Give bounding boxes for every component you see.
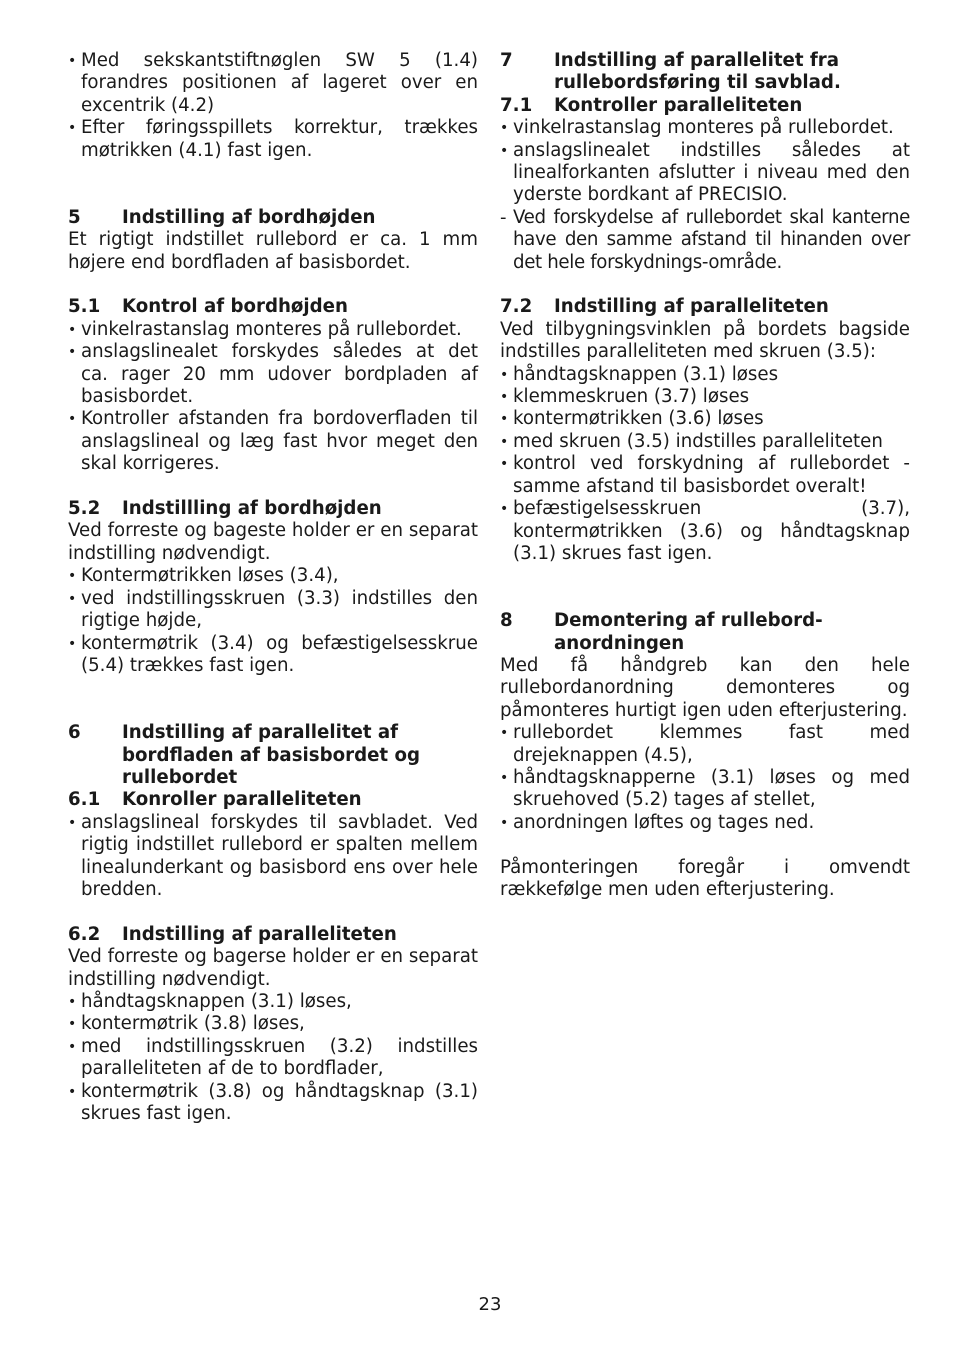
list-item: • kontrol ved forskydning af rullebordet - samme afstand til basisbordet overalt!	[500, 453, 910, 497]
bullet-icon: •	[68, 635, 77, 652]
section-5-2-list	[68, 565, 478, 677]
list-item: • håndtagsknapperne (3.1) løses og med skruehoved (5.2) tages af stellet,	[500, 766, 910, 811]
bullet-icon: •	[500, 366, 509, 383]
list-item: • ved indstillingsskruen (3.3) indstilles den rigtige højde,	[68, 587, 478, 632]
section-5-text: Et rigtigt indstillet rullebord er ca. 1 mm højere end bordfladen af basisbordet.	[68, 229, 478, 273]
bullet-icon: •	[68, 53, 77, 69]
list-item: • Efter føringsspillets korrektur, trækkes møtrikken (4.1) fast igen.	[68, 117, 478, 161]
section-8-list	[500, 722, 910, 834]
section-6-2-list	[68, 991, 478, 1125]
bullet-icon: •	[500, 411, 509, 428]
bullet-icon: •	[68, 344, 77, 361]
bullet-icon: •	[500, 120, 509, 137]
list-item: • kontermøtrik (3.8) og håndtagsknap (3.1) skrues fast igen.	[68, 1080, 478, 1125]
bullet-icon: •	[500, 142, 509, 159]
section-heading-5-1: 5.1 Kontrol af bordhøjden	[68, 296, 348, 318]
bullet-icon: •	[68, 321, 77, 338]
bullet-icon: •	[68, 1083, 77, 1100]
intro-list	[68, 50, 478, 162]
list-item: • kontermøtrik (3.4) og befæstigelsesskrue (5.4) trækkes fast igen.	[68, 632, 478, 676]
section-heading-6-2: 6.2 Indstilling af paralleliteten	[68, 923, 397, 945]
list-item: • håndtagsknappen (3.1) løses	[500, 363, 779, 385]
bullet-icon: •	[68, 411, 77, 428]
bullet-icon: •	[68, 814, 77, 831]
list-item: • vinkelrastanslag monteres på rullebordet.	[500, 117, 894, 139]
section-6-1-list	[68, 812, 478, 902]
bullet-icon: •	[500, 456, 509, 473]
section-heading-6-1: 6.1 Konroller paralleliteten	[68, 789, 362, 811]
list-item: • Kontermøtrikken løses (3.4),	[68, 565, 339, 587]
section-heading-7-2: 7.2 Indstilling af paralleliteten	[500, 296, 829, 318]
list-item: • med indstillingsskruen (3.2) indstilles paralleliteten af de to bordflader,	[68, 1035, 478, 1080]
list-item: • kontermøtrik (3.8) løses,	[68, 1013, 305, 1035]
dash-icon: -	[500, 206, 507, 228]
section-5-2-text: Ved forreste og bageste holder er en separat indstilling nødvendigt.	[68, 520, 478, 564]
right-column	[500, 50, 910, 901]
section-8-closing: Påmonteringen foregår i omvendt rækkefølge men uden efterjustering.	[500, 856, 910, 900]
list-item: • anslagslinealet indstilles således at linealforkanten afslutter i niveau med den yderste bordkant af PRECISIO.	[500, 139, 910, 206]
section-heading-5-2: 5.2 Indstillling af bordhøjden	[68, 498, 382, 520]
bullet-icon: •	[500, 814, 509, 831]
bullet-icon: •	[500, 433, 509, 450]
list-item: • anslagslinealet forskydes således at det ca. rager 20 mm udover bordpladen af basisbordet.	[68, 341, 478, 408]
bullet-icon: •	[68, 120, 77, 137]
list-item: • Med sekskantstiftnøglen SW 5 (1.4) forandres positionen af lageret over en excentrik (4.2)	[68, 50, 478, 116]
page-number: 23	[478, 1294, 502, 1315]
section-heading-8: 8 Demontering af rullebord-anordningen	[500, 610, 823, 654]
list-item: • anordningen løftes og tages ned.	[500, 811, 815, 833]
list-item: • Kontroller afstanden fra bordoverfladen til anslagslineal og læg fast hvor meget den skal korrigeres.	[68, 408, 478, 475]
bullet-icon: •	[68, 1038, 77, 1055]
bullet-icon: •	[68, 590, 77, 607]
section-7-1-list	[500, 117, 910, 274]
section-heading-5: 5 Indstilling af bordhøjden	[68, 206, 376, 228]
list-item: • klemmeskruen (3.7) løses	[500, 386, 750, 408]
list-item: • befæstigelsesskruen (3.7), kontermøtrikken (3.6) og håndtagsknap (3.1) skrues fast igen.	[500, 498, 910, 564]
section-8-text: Med få håndgreb kan den hele rullebordanordning demonteres og påmonteres hurtigt igen uden efterjustering.	[500, 654, 910, 721]
section-heading-7: 7 Indstilling af parallelitet fra rullebordsføring til savblad.	[500, 50, 841, 94]
section-7-2-text: Ved tilbygningsvinklen på bordets bagside indstilles paralleliteten med skruen (3.5):	[500, 318, 910, 363]
list-item: • rullebordet klemmes fast med drejeknappen (4.5),	[500, 722, 910, 766]
list-item: • vinkelrastanslag monteres på rullebordet.	[68, 318, 462, 340]
list-item: • håndtagsknappen (3.1) løses,	[68, 990, 352, 1012]
list-item: - Ved forskydelse af rullebordet skal kanterne have den samme afstand til hinanden over det hele forskydnings-område.	[500, 206, 910, 273]
left-column	[68, 50, 478, 1125]
bullet-icon: •	[68, 568, 77, 585]
section-7-2-list	[500, 364, 910, 566]
section-6-2-text: Ved forreste og bagerse holder er en separat indstilling nødvendigt.	[68, 946, 478, 990]
bullet-icon: •	[68, 1016, 77, 1033]
bullet-icon: •	[68, 993, 77, 1010]
bullet-icon: •	[500, 769, 509, 786]
bullet-icon: •	[500, 501, 509, 518]
list-item: • kontermøtrikken (3.6) løses	[500, 408, 764, 430]
section-5-1-list	[68, 319, 478, 476]
list-item: • med skruen (3.5) indstilles paralleliteten	[500, 430, 883, 452]
bullet-icon: •	[500, 725, 509, 742]
section-heading-6: 6 Indstilling af parallelitet af bordfladen af basisbordet og rullebordet	[68, 722, 420, 788]
list-item: • anslagslineal forskydes til savbladet. Ved rigtig indstillet rullebord er spalten mellem linealunderkant og basisbord ens over hele bredden.	[68, 811, 478, 900]
section-heading-7-1: 7.1 Kontroller paralleliteten	[500, 94, 803, 116]
bullet-icon: •	[500, 389, 509, 406]
